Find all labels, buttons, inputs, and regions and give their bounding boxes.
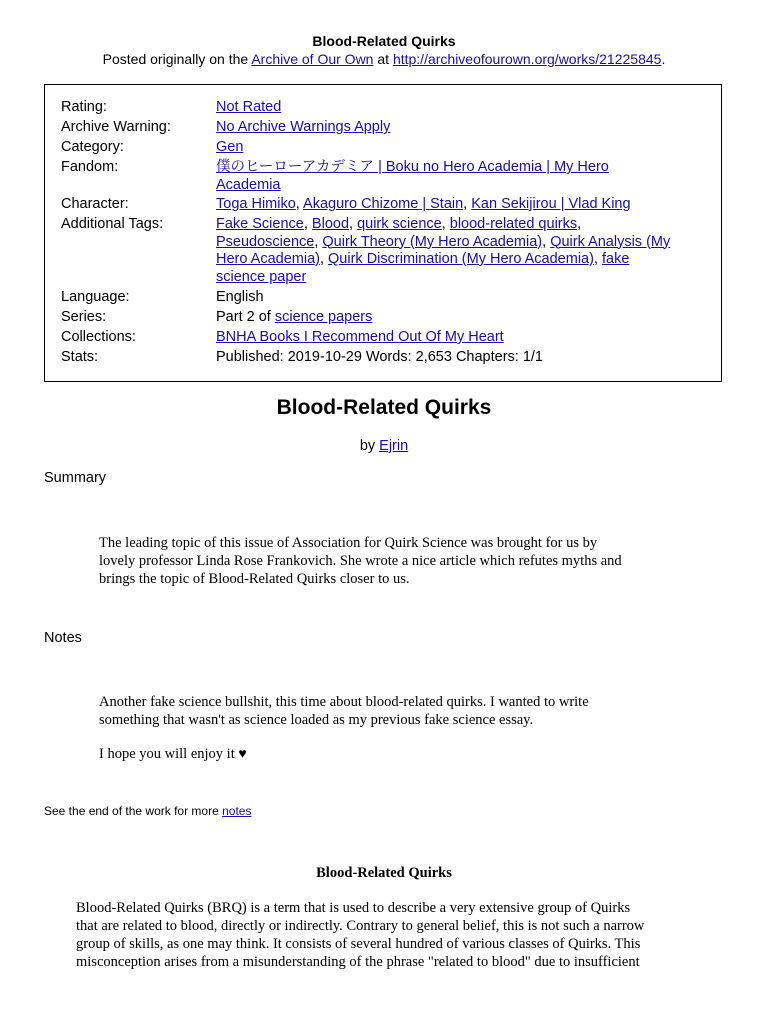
notes-line-3: I hope you will enjoy it [99,746,239,762]
language-label: Language: [61,289,130,305]
stats-label: Stats: [61,349,99,365]
tag-quirk-analysis-line-1: Quirk Analysis (My [550,233,671,250]
warning-link[interactable]: No Archive Warnings Apply [216,119,391,135]
rating-label: Rating: [61,99,107,115]
end-notes-link[interactable]: notes [222,804,252,818]
tag-link[interactable]: Blood [311,216,350,232]
byline [0,438,768,454]
posted-mid: at [373,51,393,67]
body-line: group of skills, as one may think. It consists of several hundred of various classes of Quirks. This [76,936,641,952]
notes-line: something that wasn't as science loaded as my previous fake science essay. [99,712,534,728]
notes-text [99,693,679,764]
character-label: Character: [61,196,129,212]
posted-prefix: Posted originally on the [102,51,252,67]
fandom-line-1: 僕のヒーローアカデミア | Boku no Hero Academia | My Hero [216,159,609,175]
notes-line: Another fake science bullshit, this time about blood-related quirks. I wanted to write [99,694,589,710]
document-header [0,32,768,68]
chapter-body [76,899,686,971]
byline-prefix: by [359,438,380,454]
collections-label: Collections: [61,329,136,345]
tag-link[interactable]: Quirk Discrimination (My Hero Academia) [328,251,594,267]
stats-value: Published: 2019-10-29 Words: 2,653 Chapters: 1/1 [216,349,543,365]
end-notes-prefix: See the end of the work for more [44,804,223,818]
work-title: Blood-Related Quirks [276,396,492,419]
header-title: Blood-Related Quirks [312,33,456,49]
tag-link[interactable]: quirk science [357,216,442,232]
summary-text [99,534,679,588]
chapter-title: Blood-Related Quirks [316,865,452,881]
tags-label: Additional Tags: [61,216,164,232]
series-link[interactable]: science papers [274,309,373,325]
language-value: English [216,289,264,305]
heart-icon: ♥ [238,747,247,762]
body-line: Blood-Related Quirks (BRQ) is a term that is used to describe a very extensive group of Quirks [76,900,631,916]
character-link[interactable]: Akaguro Chizome | Stain [303,196,464,212]
summary-line: The leading topic of this issue of Association for Quirk Science was brought for us by [99,535,598,551]
tag-link[interactable]: fake science paper [216,251,630,285]
posted-suffix: . [661,51,666,67]
character-link[interactable]: Toga Himiko [216,196,296,212]
tag-quirk-analysis-line-2: Hero Academia) [216,251,320,267]
series-prefix: Part 2 of [216,309,275,325]
tag-link[interactable]: Fake Science [216,216,304,232]
end-notes-pointer [44,804,251,818]
category-link[interactable]: Gen [216,139,244,155]
work-url-link[interactable]: http://archiveofourown.org/works/21225845 [392,51,662,67]
warning-label: Archive Warning: [61,119,171,135]
posted-line [0,50,768,68]
body-line: that are related to blood, directly or indirectly. Contrary to general belief, this is not such a narrow [76,918,645,934]
notes-line [99,745,679,764]
notes-heading: Notes [44,630,82,646]
tag-link[interactable]: Pseudoscience [216,233,315,250]
character-link[interactable]: Kan Sekijirou | Vlad King [471,196,631,212]
collection-link[interactable]: BNHA Books I Recommend Out Of My Heart [216,329,504,345]
body-line: misconception arises from a misunderstanding of the phrase "related to blood" due to insufficient [76,954,640,970]
category-label: Category: [61,139,124,155]
summary-line: brings the topic of Blood-Related Quirks closer to us. [99,571,410,587]
tag-link[interactable]: blood-related quirks [449,216,578,232]
summary-heading: Summary [44,470,107,486]
series-label: Series: [61,309,107,325]
fandom-line-2: Academia [216,176,281,193]
metadata-box: Rating: Not Rated Archive Warning: No Archive Warnings Apply Category: Gen Fandom: 僕のヒーローアカデミア | Boku no Hero Academia | My Hero Academia Character: Toga Himiko, Akaguro Chizome | Stain, Kan Sekijirou | Vlad King Additional Tags: Fake Science, Blood, quirk science, blood-related quirks, Pseudoscience, Quirk Theory (My Hero Academia), Quirk Analysis (My Hero Academia), Quirk Discrimination (My Hero Academia), fake science paper Language: English Series: Part 2 of science papers Collections: BNHA Books I Recommend Out Of My Heart Stats: Published: 2019-10-29 Words: 2,653 Chapters: 1/1 [44,84,722,382]
rating-link[interactable]: Not Rated [216,99,282,115]
author-link[interactable]: Ejrin [379,438,409,454]
fandom-label: Fandom: [61,159,119,175]
archive-link[interactable]: Archive of Our Own [251,51,374,67]
fandom-link[interactable] [216,159,609,193]
summary-line: lovely professor Linda Rose Frankovich. She wrote a nice article which refutes myths and [99,553,622,569]
tag-link[interactable]: Quirk Theory (My Hero Academia) [322,233,543,250]
